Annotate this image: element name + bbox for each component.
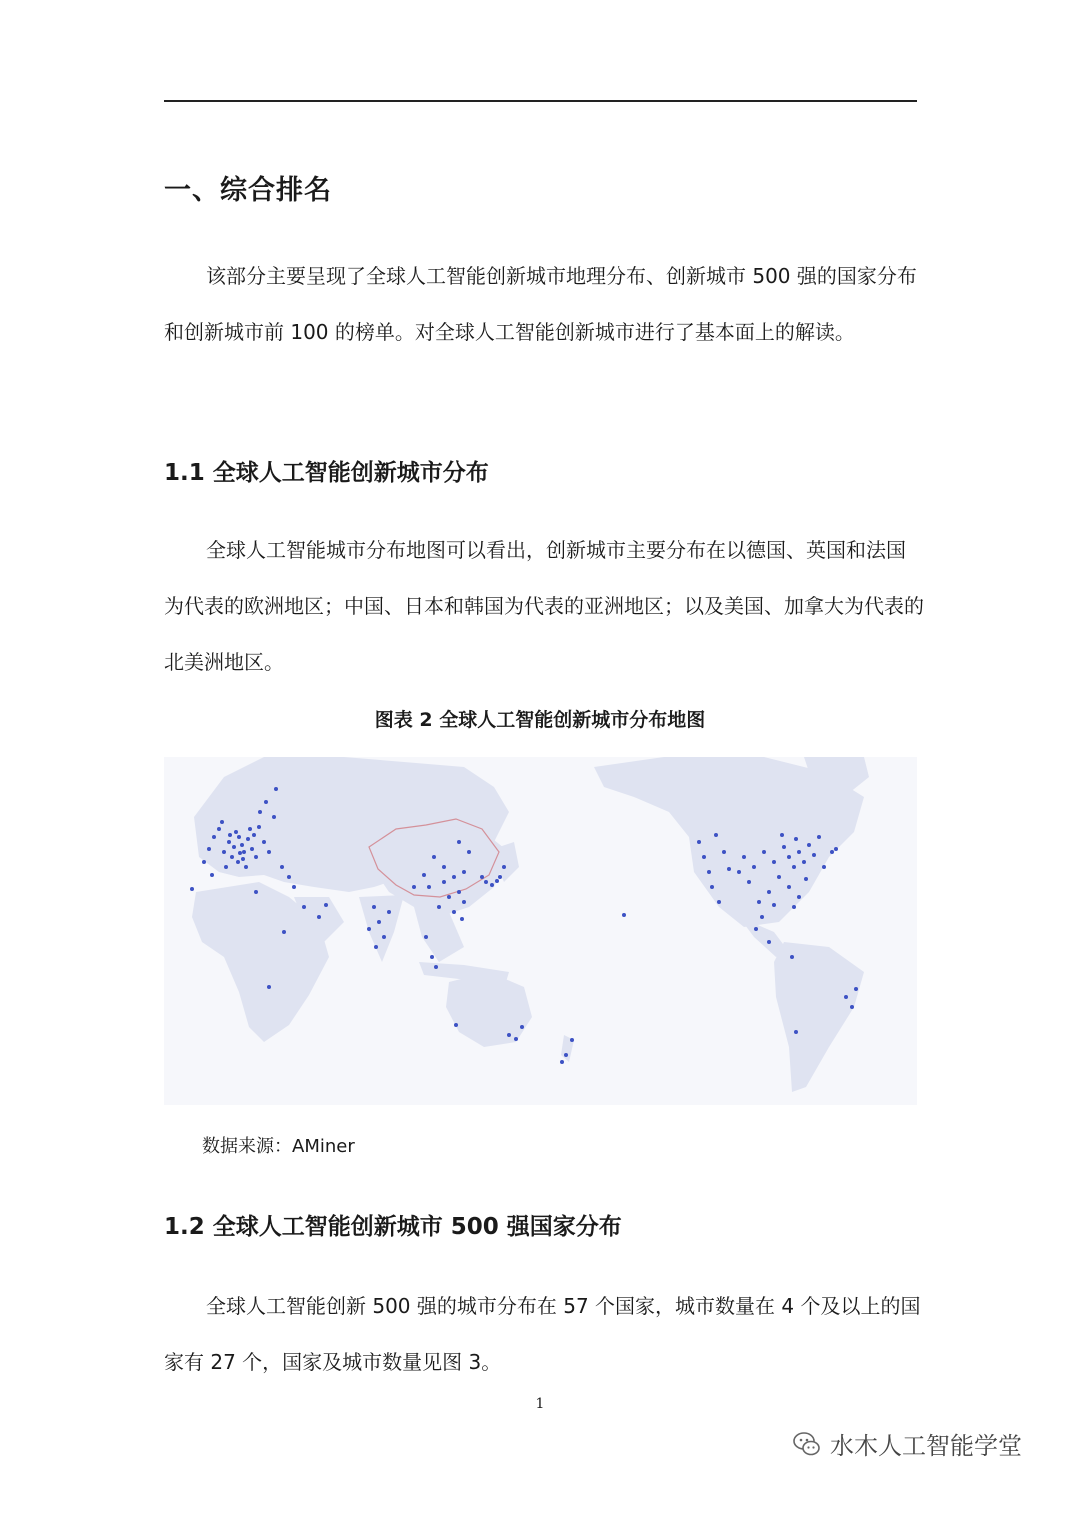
world-map-svg	[164, 757, 917, 1105]
world-map	[164, 757, 917, 1105]
subsection-2-heading: 1.2 全球人工智能创新城市 500 强国家分布	[164, 1214, 622, 1240]
land-se-asia	[414, 907, 464, 962]
section-title: 一、综合排名	[164, 175, 332, 206]
figure-source: 数据来源：AMiner	[202, 1136, 355, 1157]
subsection-2-paragraph: 全球人工智能创新 500 强的城市分布在 57 个国家，城市数量在 4 个及以上的国家有 27 个，国家及城市数量见图 3。	[164, 1294, 921, 1374]
top-rule	[164, 100, 917, 102]
land-masses	[192, 757, 869, 1092]
wechat-icon	[792, 1429, 822, 1459]
subsection-1-paragraph: 全球人工智能城市分布地图可以看出，创新城市主要分布在以德国、英国和法国为代表的欧洲地区；中国、日本和韩国为代表的亚洲地区；以及美国、加拿大为代表的北美洲地区。	[164, 538, 924, 674]
intro-paragraph: 该部分主要呈现了全球人工智能创新城市地理分布、创新城市 500 强的国家分布和创新城市前 100 的榜单。对全球人工智能创新城市进行了基本面上的解读。	[164, 264, 917, 344]
land-india	[359, 895, 404, 962]
land-australia	[446, 972, 532, 1047]
page-number: 1	[535, 1396, 545, 1412]
figure-caption: 图表 2 全球人工智能创新城市分布地图	[374, 709, 706, 731]
watermark-text: 水木人工智能学堂	[830, 1432, 1022, 1460]
watermark	[792, 1426, 1022, 1461]
land-south-america	[774, 942, 864, 1092]
subsection-1-heading: 1.1 全球人工智能创新城市分布	[164, 460, 489, 486]
